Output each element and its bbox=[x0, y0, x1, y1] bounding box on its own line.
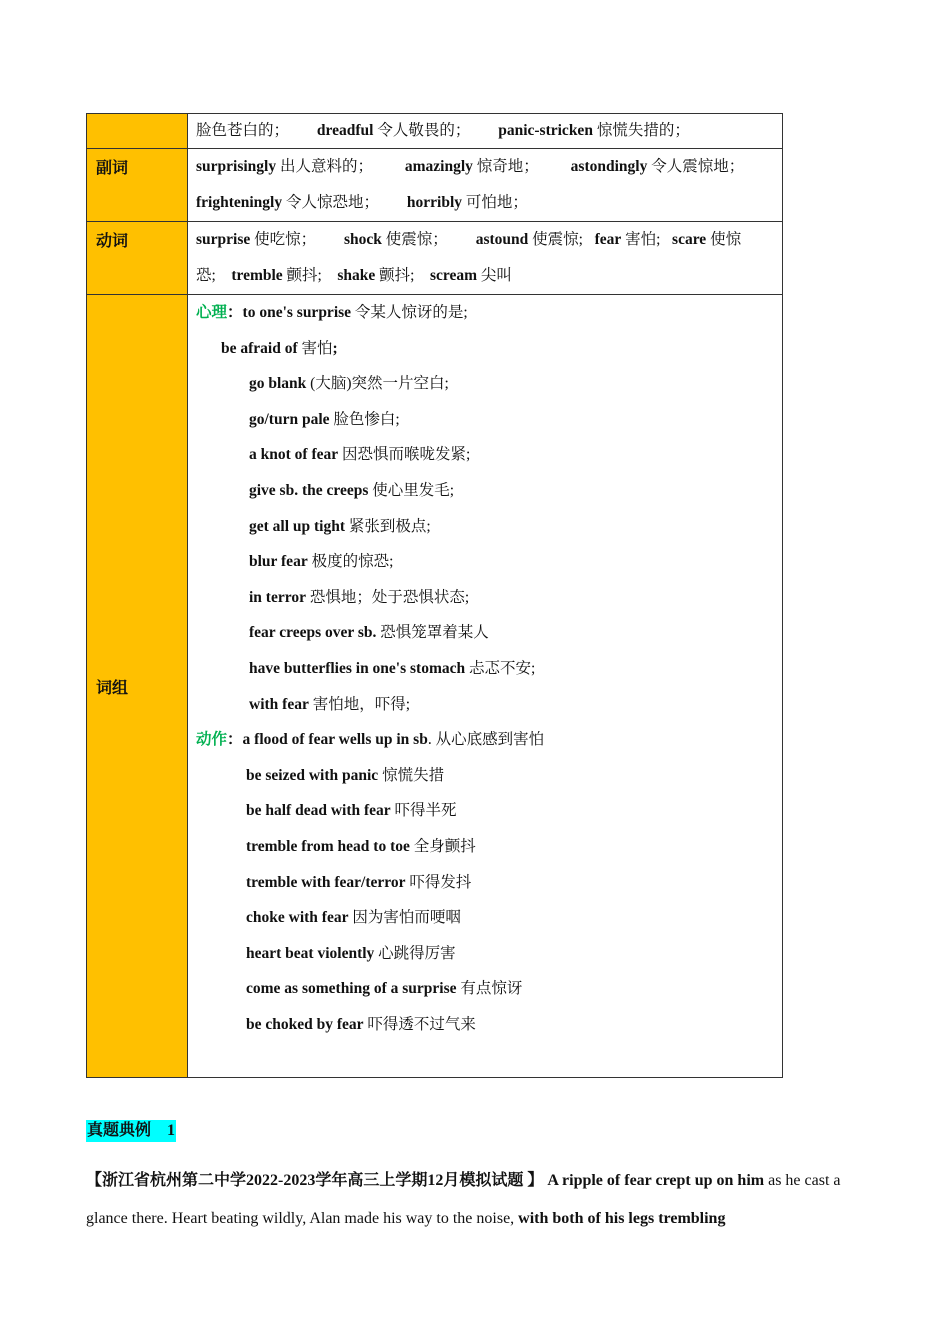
en-term: panic-stricken bbox=[498, 122, 593, 139]
en-term: scare bbox=[672, 231, 707, 248]
en-term: get all up tight bbox=[249, 517, 346, 535]
en-term: astondingly bbox=[570, 158, 648, 175]
cn-text: 令人敬畏的； bbox=[377, 122, 471, 139]
en-term: fear creeps over sb. bbox=[249, 624, 377, 642]
vocabulary-table bbox=[86, 113, 783, 1078]
en-term: tremble with fear/terror bbox=[246, 873, 406, 891]
en-term: be choked by fear bbox=[246, 1015, 364, 1033]
en-term: frighteningly bbox=[196, 194, 283, 211]
cn-text: 因为害怕而哽咽 bbox=[352, 909, 461, 927]
example-paragraph bbox=[86, 1162, 866, 1238]
cn-text: 全身颤抖 bbox=[413, 837, 476, 855]
cn-text: 令某人惊讶的是; bbox=[354, 304, 468, 321]
cn-text: 害怕 bbox=[301, 339, 333, 357]
cn-text: 害怕地，吓得; bbox=[312, 695, 411, 713]
cn-text: 惊奇地； bbox=[476, 158, 539, 175]
cn-text: 吓得半死 bbox=[394, 802, 457, 820]
cn-text: 使惊 bbox=[710, 231, 742, 248]
phrase-item bbox=[196, 900, 778, 936]
en-term: shock bbox=[344, 231, 382, 248]
cn-text: 恐惧地；处于恐惧状态; bbox=[309, 588, 470, 606]
cn-text: 因恐惧而喉咙发紧; bbox=[342, 446, 471, 464]
phrase-item bbox=[196, 366, 778, 402]
cn-text: 脸色苍白的； bbox=[196, 122, 290, 139]
en-term: surprisingly bbox=[196, 158, 277, 175]
en-term: fear bbox=[594, 231, 622, 248]
example-heading: 真题典例 1 bbox=[86, 1120, 176, 1142]
cn-text: 使震惊； bbox=[385, 231, 448, 248]
adverb-content bbox=[188, 149, 783, 222]
cn-text: 使吃惊； bbox=[254, 231, 317, 248]
cn-text: 使震惊; bbox=[532, 231, 583, 248]
phrase-item bbox=[196, 615, 778, 651]
en-term: astound bbox=[475, 231, 529, 248]
psych-label: 心理 bbox=[196, 304, 228, 321]
phrase-item bbox=[196, 971, 778, 1007]
action-label: 动作 bbox=[196, 731, 228, 749]
example-source: 【浙江省杭州第二中学2022-2023学年高三上学期12月模拟试题 】 bbox=[86, 1172, 544, 1189]
psych-phrase-list bbox=[196, 366, 778, 722]
action-phrase-list bbox=[196, 758, 778, 1043]
row-verb bbox=[87, 222, 783, 295]
cn-text: 尖叫 bbox=[480, 267, 512, 284]
en-term: dreadful bbox=[316, 122, 374, 139]
phrase-content bbox=[188, 295, 783, 1078]
action-colon: ： bbox=[227, 731, 243, 749]
cn-text: 忐忑不安; bbox=[469, 659, 536, 677]
en-term: surprise bbox=[196, 231, 251, 248]
en-term: a knot of fear bbox=[249, 446, 339, 464]
en-term: shake bbox=[337, 267, 376, 284]
example-bold-phrase-1: A ripple of fear crept up on him bbox=[547, 1172, 765, 1189]
en-term: go blank bbox=[249, 375, 307, 393]
cn-text: 有点惊讶 bbox=[460, 980, 523, 998]
en-term: tremble from head to toe bbox=[246, 837, 410, 855]
phrase-item bbox=[196, 509, 778, 545]
cn-text: 害怕; bbox=[625, 231, 661, 248]
cn-text: 令人震惊地； bbox=[651, 158, 745, 175]
row-phrase bbox=[87, 295, 783, 1078]
verb-content bbox=[188, 222, 783, 295]
cn-text: 使心里发毛; bbox=[372, 481, 455, 499]
phrase-item bbox=[196, 473, 778, 509]
phrase-item bbox=[196, 1007, 778, 1043]
phrase-item bbox=[196, 580, 778, 616]
cn-text: 可怕地； bbox=[465, 194, 528, 211]
phrase-item bbox=[196, 437, 778, 473]
phrase-item bbox=[196, 936, 778, 972]
en-term: give sb. the creeps bbox=[249, 481, 369, 499]
category-cell-adverb: 副词 bbox=[87, 149, 188, 222]
en-term: come as something of a surprise bbox=[246, 980, 457, 998]
cn-text: 惊慌失措 bbox=[382, 766, 445, 784]
en-term: amazingly bbox=[404, 158, 473, 175]
cn-text: . 从心底感到害怕 bbox=[427, 731, 545, 749]
en-term: scream bbox=[429, 267, 478, 284]
cn-text: 颤抖; bbox=[379, 267, 415, 284]
en-term: with fear bbox=[249, 695, 309, 713]
phrase-item bbox=[196, 402, 778, 438]
en-term: heart beat violently bbox=[246, 944, 375, 962]
cn-text: 吓得透不过气来 bbox=[367, 1015, 476, 1033]
phrase-item bbox=[196, 544, 778, 580]
phrase-item bbox=[196, 758, 778, 794]
cn-text: 颤抖; bbox=[286, 267, 322, 284]
en-term: be half dead with fear bbox=[246, 802, 391, 820]
en-term: be seized with panic bbox=[246, 766, 379, 784]
en-term: be afraid of bbox=[221, 339, 298, 357]
psych-colon: ： bbox=[227, 304, 243, 321]
cn-text: 心跳得厉害 bbox=[378, 944, 456, 962]
cn-text: 出人意料的； bbox=[279, 158, 373, 175]
punct: ; bbox=[332, 339, 338, 357]
en-term: go/turn pale bbox=[249, 410, 330, 428]
category-cell-phrase: 词组 bbox=[87, 295, 188, 1078]
cn-text: 恐惧笼罩着某人 bbox=[380, 624, 489, 642]
category-cell bbox=[87, 114, 188, 149]
en-term: to one's surprise bbox=[242, 304, 352, 321]
phrase-item bbox=[196, 793, 778, 829]
cn-text: 恐; bbox=[196, 267, 216, 284]
phrase-item bbox=[196, 687, 778, 723]
category-cell-verb: 动词 bbox=[87, 222, 188, 295]
cn-text: 极度的惊恐; bbox=[311, 553, 394, 571]
phrase-item bbox=[196, 865, 778, 901]
phrase-item bbox=[196, 651, 778, 687]
en-term: a flood of fear wells up in sb bbox=[242, 731, 428, 749]
cn-text: (大脑)突然一片空白; bbox=[310, 375, 449, 393]
cn-text: 紧张到极点; bbox=[348, 517, 431, 535]
row-adjective bbox=[87, 114, 783, 149]
example-bold-phrase-2: with both of his legs trembling bbox=[518, 1210, 726, 1227]
en-term: tremble bbox=[231, 267, 283, 284]
cn-text: 惊慌失措的； bbox=[596, 122, 690, 139]
en-term: have butterflies in one's stomach bbox=[249, 659, 466, 677]
cn-text: 脸色惨白; bbox=[333, 410, 400, 428]
en-term: in terror bbox=[249, 588, 306, 606]
en-term: choke with fear bbox=[246, 909, 349, 927]
en-term: horribly bbox=[406, 194, 463, 211]
cn-text: 令人惊恐地； bbox=[286, 194, 380, 211]
example-text: as he cast a glance there. Heart beating wildly, Alan made his way to the noise, bbox=[86, 1172, 841, 1227]
en-term: blur fear bbox=[249, 553, 308, 571]
phrase-item bbox=[196, 829, 778, 865]
adjective-content bbox=[188, 114, 783, 149]
row-adverb bbox=[87, 149, 783, 222]
cn-text: 吓得发抖 bbox=[409, 873, 472, 891]
